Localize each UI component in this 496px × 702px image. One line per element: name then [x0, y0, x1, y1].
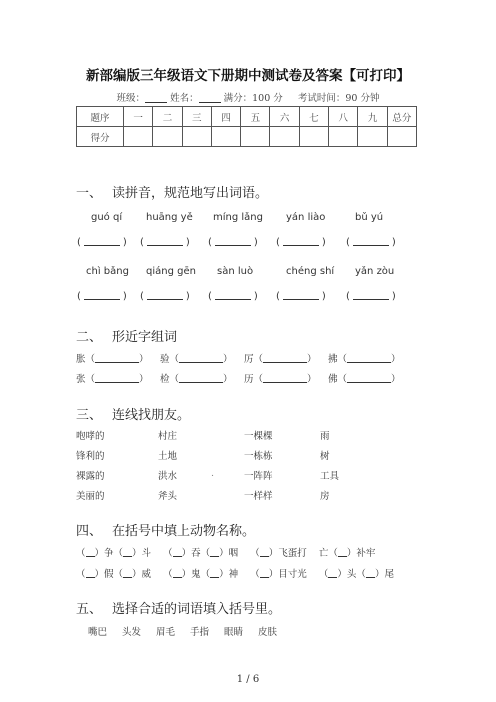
word-choice[interactable]: 眼睛 [224, 627, 244, 638]
answer-bracket[interactable]: ( ) [346, 237, 396, 248]
match-item[interactable]: 树 [320, 451, 330, 462]
section-title: 在括号中填上动物名称。 [112, 524, 256, 539]
table-header-cell: 九 [358, 107, 387, 127]
exam-time: 考试时间：90 分钟 [297, 93, 380, 104]
answer-bracket[interactable]: ( ) [276, 237, 326, 248]
answer-bracket[interactable]: ( ) [77, 237, 127, 248]
idiom-segment: ）争（ [94, 548, 124, 559]
answer-bracket[interactable]: ( ) [208, 237, 258, 248]
idiom-segment: ）飞蛋打 [268, 548, 307, 559]
section-3-heading [76, 404, 190, 423]
name-blank [199, 92, 221, 103]
char: 张 [76, 374, 86, 385]
section-title: 形近字组词 [112, 330, 178, 345]
animal-blank[interactable] [123, 568, 132, 578]
animal-blank[interactable] [260, 547, 269, 557]
document-title: 新部编版三年级语文下册期中测试卷及答案【可打印】 [86, 68, 410, 84]
char: 历 [244, 374, 254, 385]
idiom-segment: （ [250, 569, 260, 580]
section-number: 四、 [76, 524, 103, 539]
char: 验 [160, 354, 170, 365]
idiom-segment: （ [76, 569, 86, 580]
score-cell[interactable] [153, 127, 182, 147]
table-header-cell: 总分 [387, 107, 416, 127]
idiom-segment: 亡（ [318, 548, 338, 559]
animal-blank[interactable] [210, 547, 219, 557]
idiom-segment: ）头（ [337, 569, 366, 580]
table-header-cell: 三 [182, 107, 211, 127]
section-title: 读拼音，规范地写出词语。 [112, 186, 269, 201]
section-title: 选择合适的词语填入括号里。 [112, 602, 282, 617]
score-cell[interactable] [387, 127, 416, 147]
word-choice[interactable]: 嘴巴 [88, 627, 108, 638]
answer-bracket[interactable]: ( ) [276, 291, 326, 302]
section-1-heading [76, 182, 268, 201]
match-item[interactable]: 雨 [320, 431, 330, 442]
pinyin: bǔ yú [355, 212, 384, 223]
section-number: 三、 [76, 408, 103, 423]
animal-blank[interactable] [210, 568, 219, 578]
table-header-cell: 一 [124, 107, 153, 127]
animal-blank[interactable] [86, 568, 95, 578]
char: 佛 [328, 374, 338, 385]
score-table-score-row [77, 127, 417, 147]
class-label: 班级： [116, 93, 146, 104]
char: 胀 [76, 354, 86, 365]
idiom-segment: （ [76, 548, 86, 559]
animal-blank[interactable] [366, 568, 375, 578]
idiom-segment: ）补牢 [346, 548, 376, 559]
score-label-cell: 得分 [77, 127, 124, 147]
section-number: 二、 [76, 330, 103, 345]
section-title: 连线找朋友。 [112, 408, 191, 423]
char: 厉 [244, 354, 254, 365]
pinyin: qiáng gēn [146, 266, 196, 277]
match-item[interactable]: 锋利的 [76, 451, 105, 462]
exam-info-line [0, 90, 496, 104]
match-item[interactable]: 一棵棵 [244, 431, 273, 442]
pinyin: chì bǎng [86, 266, 129, 277]
section-5-heading [76, 598, 281, 617]
match-item[interactable]: 土地 [158, 451, 178, 462]
animal-blank[interactable] [123, 547, 132, 557]
table-header-cell: 六 [270, 107, 299, 127]
idiom-segment: （ [318, 569, 329, 580]
idiom-row [76, 545, 375, 559]
full-score: 满分：100 分 [223, 93, 283, 104]
score-cell[interactable] [270, 127, 299, 147]
section-number: 五、 [76, 602, 103, 617]
match-item[interactable]: 一栋栋 [244, 451, 273, 462]
animal-blank[interactable] [338, 547, 347, 557]
answer-bracket[interactable]: ( ) [346, 291, 396, 302]
word-choice[interactable]: 皮肤 [258, 627, 278, 638]
pinyin: yǎn zòu [355, 266, 395, 277]
char-word-item[interactable]: 佛（ ） [328, 374, 401, 385]
table-header-cell: 题序 [77, 107, 124, 127]
table-header-cell: 八 [329, 107, 358, 127]
idiom-segment: ）威 [132, 569, 152, 580]
idiom-segment: ）假（ [94, 569, 124, 580]
char: 检 [160, 374, 170, 385]
idiom-segment: ）鬼（ [181, 569, 211, 580]
word-choice[interactable]: 手指 [190, 627, 210, 638]
char-word-item[interactable]: 厉（ ） [244, 354, 317, 365]
pinyin: guó qí [91, 212, 123, 223]
animal-blank[interactable] [260, 568, 269, 578]
char-word-item[interactable]: 拂（ ） [328, 354, 401, 365]
table-header-cell: 四 [211, 107, 240, 127]
name-label: 姓名： [170, 93, 199, 104]
class-blank [145, 92, 167, 103]
pinyin: sàn luò [217, 266, 254, 277]
idiom-segment: ）吞（ [181, 548, 211, 559]
pinyin: míng lǎng [213, 212, 263, 223]
score-cell[interactable] [241, 127, 270, 147]
idiom-segment: ）目寸光 [268, 569, 307, 580]
answer-bracket[interactable]: ( ) [140, 291, 190, 302]
score-cell[interactable] [299, 127, 328, 147]
stray-mark: . [211, 468, 215, 479]
idiom-segment: ）尾 [374, 569, 394, 580]
score-table-header-row [77, 107, 417, 127]
pinyin: chéng shí [286, 266, 335, 277]
word-choice[interactable]: 眉毛 [156, 627, 176, 638]
match-item[interactable]: 洪水 [158, 471, 178, 482]
score-cell[interactable] [182, 127, 211, 147]
match-item[interactable]: 一阵阵 [244, 471, 273, 482]
table-header-cell: 五 [241, 107, 270, 127]
idiom-segment: （ [163, 569, 173, 580]
score-cell[interactable] [124, 127, 153, 147]
match-item[interactable]: 房 [320, 491, 330, 502]
char-word-item[interactable]: 历（ ） [244, 374, 317, 385]
pinyin: yán liào [286, 212, 326, 223]
idiom-segment: （ [250, 548, 260, 559]
page-number: 1 / 6 [236, 674, 260, 685]
table-header-cell: 七 [299, 107, 328, 127]
char-word-item[interactable]: 验（ ） [160, 354, 233, 365]
score-cell[interactable] [358, 127, 387, 147]
idiom-segment: （ [163, 548, 173, 559]
char: 拂 [328, 354, 338, 365]
match-item[interactable]: 美丽的 [76, 491, 105, 502]
answer-bracket[interactable]: ( ) [77, 291, 127, 302]
idiom-row [76, 566, 394, 580]
animal-blank[interactable] [173, 568, 182, 578]
answer-bracket[interactable]: ( ) [140, 237, 190, 248]
idiom-segment: ）斗 [132, 548, 152, 559]
answer-bracket[interactable]: ( ) [208, 291, 258, 302]
score-cell[interactable] [329, 127, 358, 147]
match-item[interactable]: 斧头 [158, 491, 178, 502]
animal-blank[interactable] [173, 547, 182, 557]
section-number: 一、 [76, 186, 103, 201]
idiom-segment: ）咽 [219, 548, 239, 559]
pinyin: huāng yě [146, 212, 193, 223]
match-item[interactable]: 咆哮的 [76, 431, 105, 442]
table-header-cell: 二 [153, 107, 182, 127]
match-item[interactable]: 一样样 [244, 491, 273, 502]
section-4-heading [76, 520, 255, 539]
section-2-heading [76, 326, 177, 345]
char-word-item[interactable]: 胀（ ） [76, 354, 149, 365]
char-word-item[interactable]: 检（ ） [160, 374, 233, 385]
score-cell[interactable] [211, 127, 240, 147]
match-item[interactable]: 村庄 [158, 431, 178, 442]
match-item[interactable]: 裸露的 [76, 471, 105, 482]
char-word-item[interactable]: 张（ ） [76, 374, 149, 385]
idiom-segment: ）神 [219, 569, 239, 580]
animal-blank[interactable] [86, 547, 95, 557]
match-item[interactable]: 工具 [320, 471, 340, 482]
word-choice[interactable]: 头发 [122, 627, 142, 638]
score-table [76, 106, 417, 147]
